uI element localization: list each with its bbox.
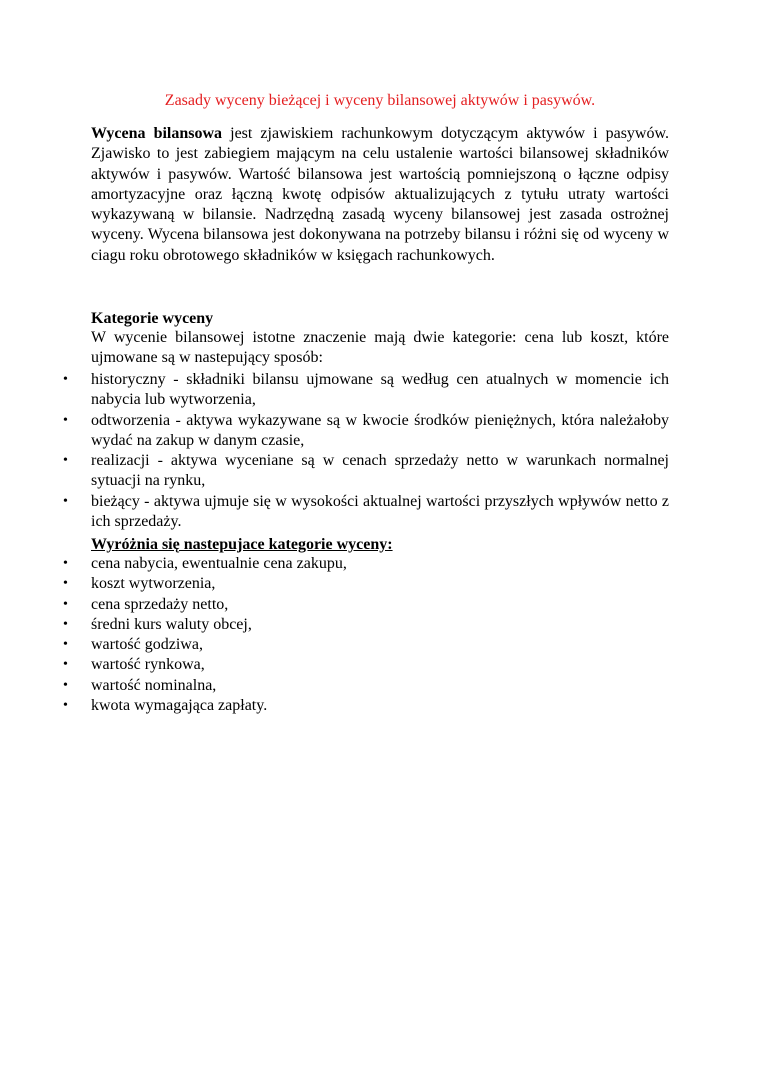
bullet-icon: • [63,493,68,509]
list-item [0,635,669,655]
intro-paragraph [91,124,669,266]
list-item-text: średni kurs waluty obcej, [91,615,252,633]
bullet-icon: • [63,596,68,612]
list-item-text: historyczny - składniki bilansu ujmowane są według cen atualnych w momencie ich nabycia lub wytworzenia, [91,371,669,409]
categories-heading: Wyróżnia się nastepujace kategorie wyceny: [91,536,393,553]
document-title: Zasady wyceny bieżącej i wyceny bilansowej aktywów i pasywów. [164,92,596,109]
bullet-icon: • [63,677,68,693]
list-item-text: kwota wymagająca zapłaty. [91,697,268,715]
list-item-text: realizacji - aktywa wyceniane są w cenach sprzedaży netto w warunkach normalnej sytuacji na rynku, [91,452,669,490]
list-item-text: odtworzenia - aktywa wykazywane są w kwocie środków pieniężnych, która należałoby wydać na zakup w danym czasie, [91,411,669,449]
bullet-icon: • [63,372,68,387]
list-item [0,574,669,594]
list-item-text: wartość godziwa, [91,636,203,654]
list-item [0,451,669,492]
list-item [0,655,669,675]
section-intro: W wycenie bilansowej istotne znaczenie mają dwie kategorie: cena lub koszt, które ujmowane są w nastepujący sposób: [91,329,669,367]
list-item-text: koszt wytworzenia, [91,575,216,593]
intro-text: jest zjawiskiem rachunkowym dotyczącym aktywów i pasywów. Zjawisko to jest zabiegiem mającym na celu ustalenie wartości bilansowej składników aktywów i pasywów. Wartość bilansowa jest wartością pomniejszoną o łączne odpisy amortyzacyjne oraz łączną kwotę odpisów aktualizujących z tytułu utraty wartości wykazywaną w bilansie. Nadrzędną zasadą wyceny bilansowej jest zasada ostrożnej wyceny. Wycena bilansowa jest dokonywana na potrzeby bilansu i różni się od wyceny w ciagu roku obrotowego składników w księgach rachunkowych. [91,125,669,264]
list-item [0,696,669,716]
list-item [0,370,669,411]
bullet-icon: • [63,412,68,428]
list-item-text: bieżący - aktywa ujmuje się w wysokości aktualnej wartości przyszłych wpływów netto z ich sprzedaży. [91,492,669,531]
list-item [0,554,669,574]
list-item [0,595,669,615]
bullet-icon: • [63,616,68,632]
categories-list [0,554,669,716]
bullet-icon: • [63,657,68,673]
intro-bold-lead: Wycena bilansowa [91,125,223,142]
bullet-icon: • [63,698,68,714]
section-heading: Kategorie wyceny [91,310,214,327]
list-item-text: wartość rynkowa, [91,656,205,674]
list-item [0,492,669,533]
bullet-icon: • [63,556,68,571]
list-item [0,676,669,696]
bullet-icon: • [63,576,68,592]
bullet-icon: • [63,637,68,653]
list-item-text: wartość nominalna, [91,676,217,694]
list-item [0,411,669,452]
list-item-text: cena nabycia, ewentualnie cena zakupu, [91,555,347,572]
list-item-text: cena sprzedaży netto, [91,595,229,613]
valuation-list [0,370,669,532]
list-item [0,615,669,635]
bullet-icon: • [63,453,68,469]
